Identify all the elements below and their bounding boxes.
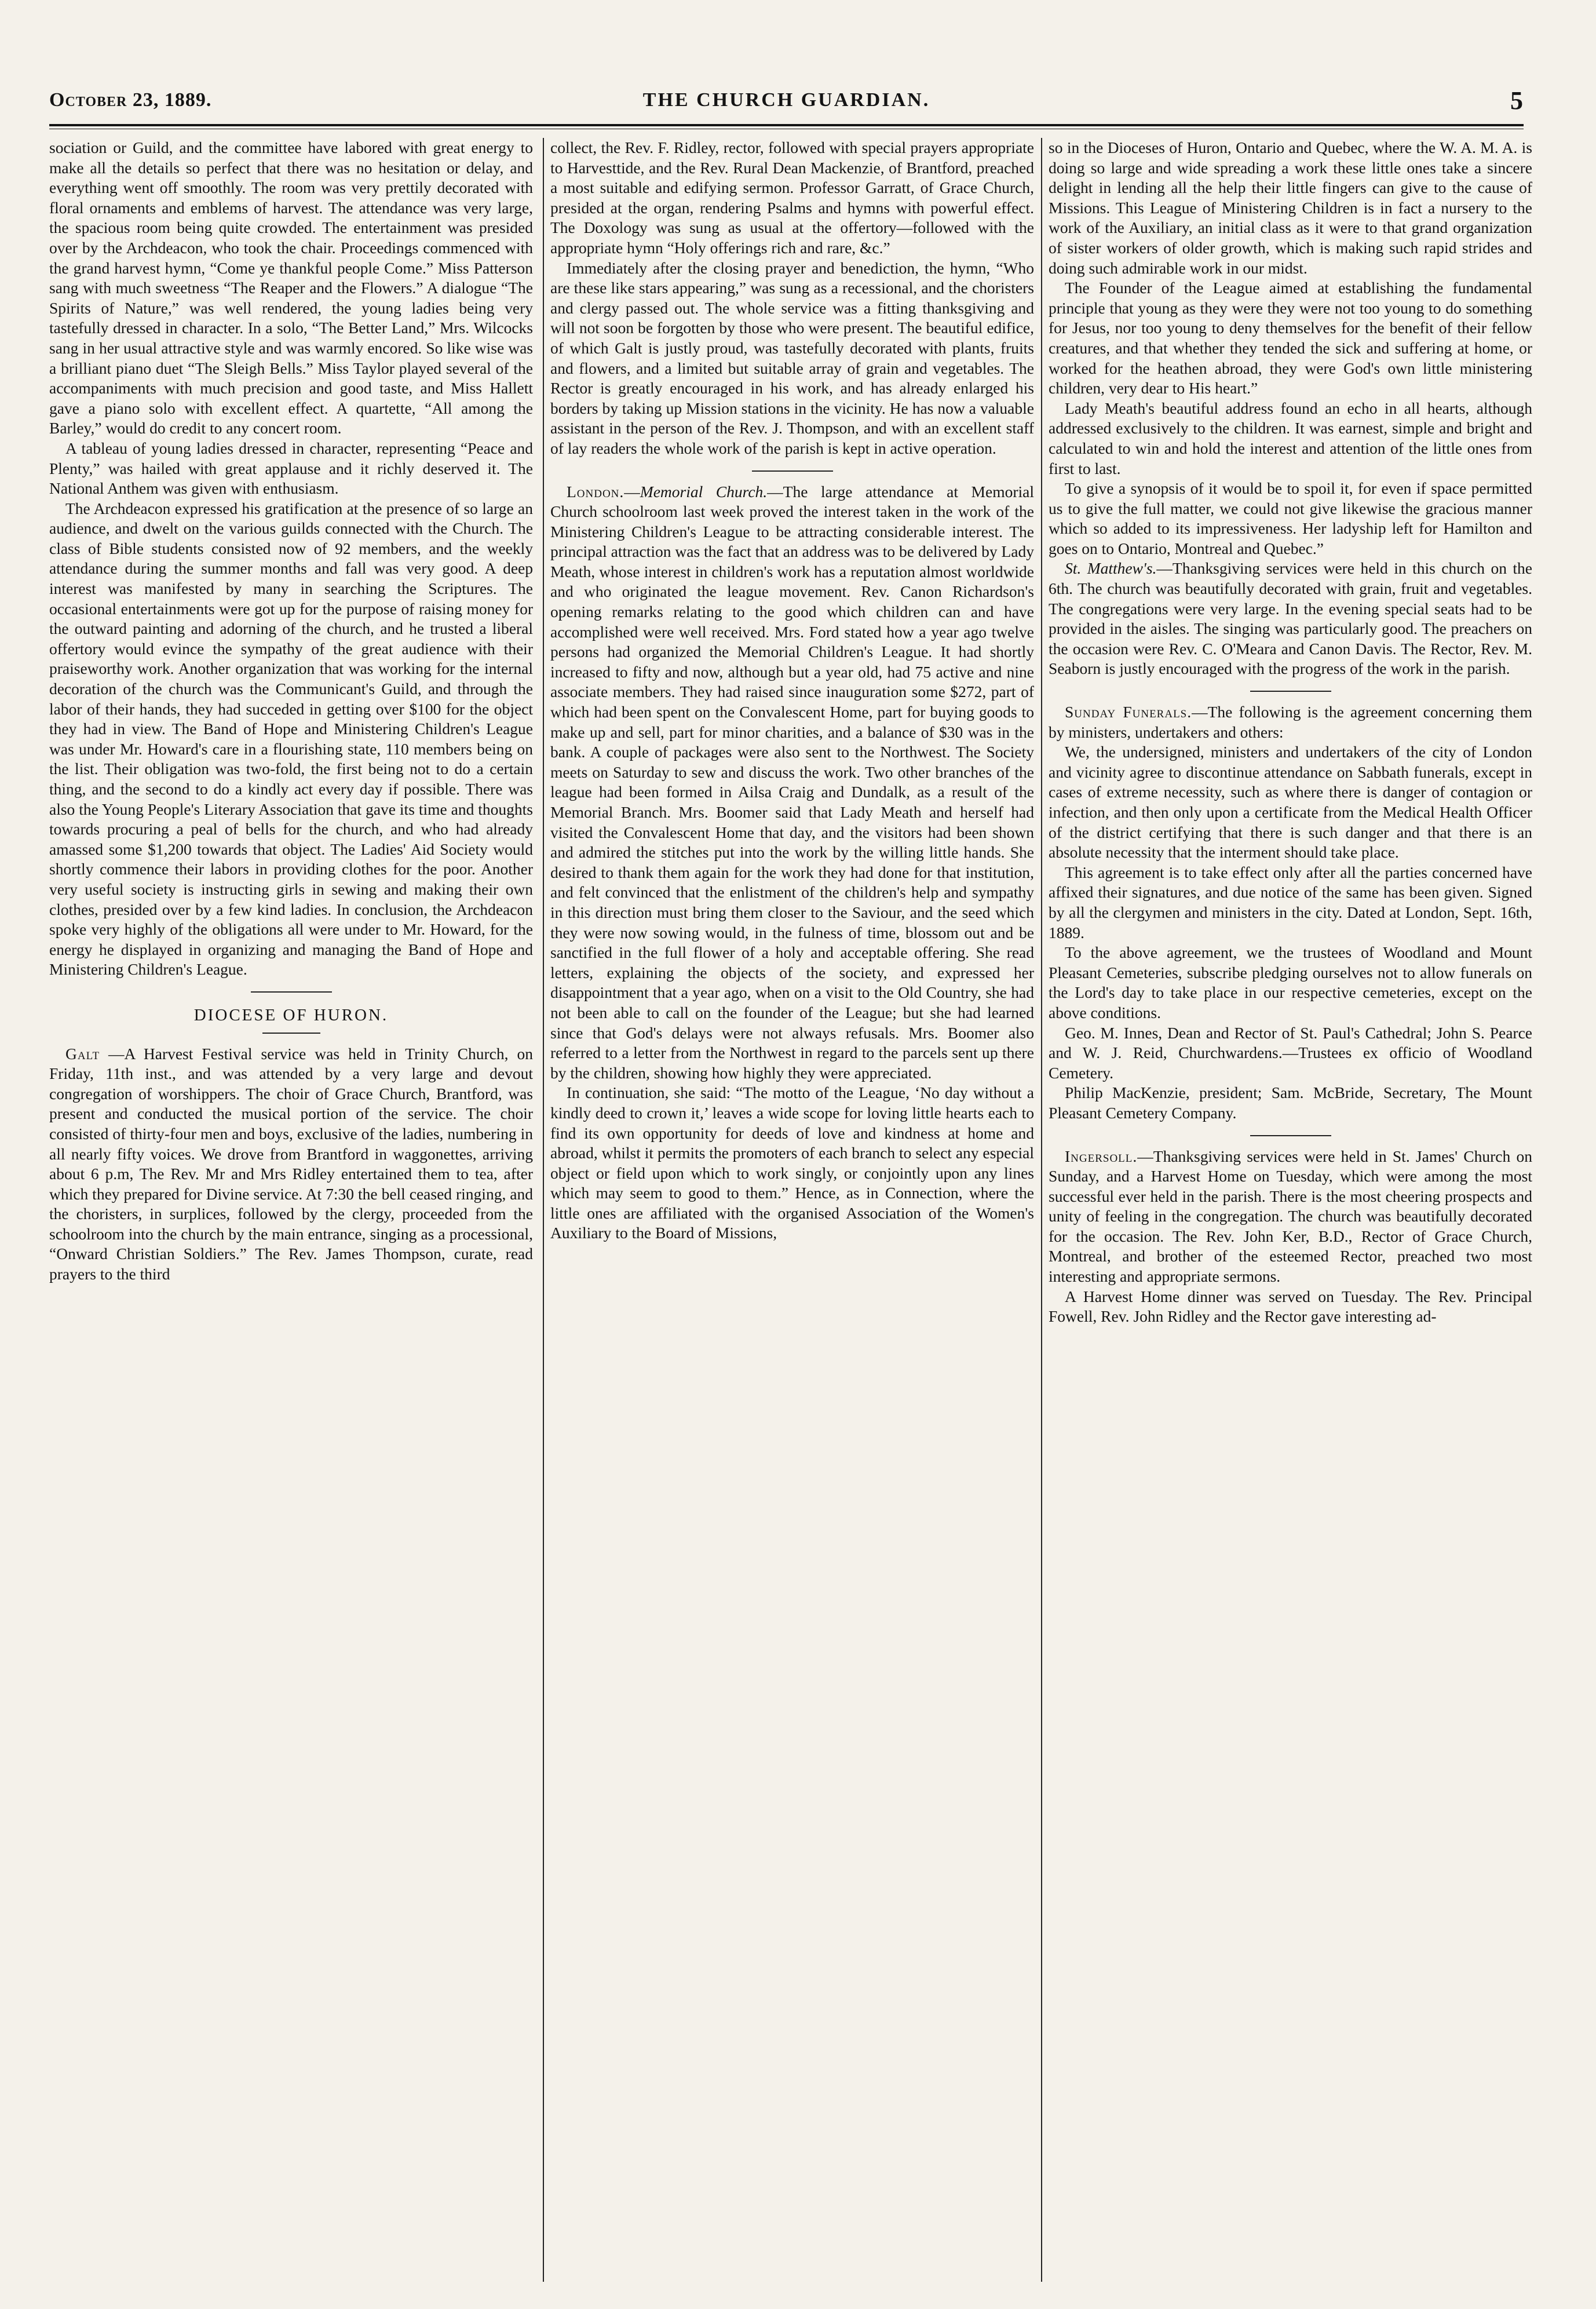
article-paragraph: collect, the Rev. F. Ridley, rector, followed with special prayers appropriate to Harvesttide, and the Rev. Rural Dean Mackenzie, of Brantford, preached a most suitable and edifying sermon. Professor Garratt, of Grace Church, presided at the organ, rendering Psalms and hymns with powerful effect. The Doxology was sung as usual at the offertory—followed with the appropriate hymn “Holy offerings rich and rare, &c.”: [550, 138, 1034, 257]
article-paragraph: This agreement is to take effect only after all the parties concerned have affixed their signatures, and due notice of the same has been given. Signed by all the clergymen and ministers in the city. Dated at London, Sept. 16th, 1889.: [1049, 863, 1532, 942]
header-rule: [49, 124, 1524, 126]
column-divider: [1041, 138, 1042, 2282]
article-paragraph: [1049, 1147, 1532, 1287]
article-paragraph: sociation or Guild, and the committee have labored with great energy to make all the details so perfect that there was no hesitation or delay, and everything went off smoothly. The room was very prettily decorated with floral ornaments and emblems of harvest. The attendance was very large, the spacious room being quite crowded. The entertainment was presided over by the Archdeacon, who took the chair. Proceedings commenced with the grand harvest hymn, “Come ye thankful people Come.” Miss Patterson sang with much sweetness “The Reaper and the Flowers.” A dialogue “The Spirits of Nature,” was well rendered, the young ladies being very tastefully dressed in character. In a solo, “The Better Land,” Mrs. Wilcocks sang in her usual attractive style and was warmly encored. So like wise was a brilliant piano duet “The Sleigh Bells.” Miss Taylor played several of the accompaniments with much precision and good taste, and Miss Hallett gave a piano solo with excellent effect. A quartette, “All among the Barley,” would do credit to any concert room.: [49, 138, 533, 437]
place-lead: Sunday Funerals.: [1065, 703, 1192, 721]
place-lead: London.: [567, 482, 624, 501]
article-subhead: Memorial Church.: [640, 482, 768, 501]
place-lead: St. Matthew's.: [1065, 559, 1157, 578]
article-separator: [1250, 691, 1331, 692]
article-paragraph: Immediately after the closing prayer and benediction, the hymn, “Who are these like stars appearing,” was sung as a recessional, and the choristers and clergy passed out. The whole service was a fitting thanksgiving and will not soon be forgotten by those who were present. The beautiful edifice, of which Galt is justly proud, was tastefully decorated with plants, fruits and flowers, and a limited but suitable array of grain and vegetables. The Rector is greatly encouraged in his work, and has already enlarged his borders by taking up Mission stations in the vicinity. He has now a valuable assistant in the person of the Rev. J. Thompson, and with an excellent staff of lay readers the whole work of the parish is kept in active operation.: [550, 258, 1034, 457]
paragraph-text: —The following is the agreement concerning them by ministers, undertakers and others:: [1049, 703, 1532, 741]
page-header: [49, 86, 1524, 121]
article-separator: [752, 470, 833, 472]
paragraph-text: —Thanksgiving services were held in St. James' Church on Sunday, and a Harvest Home on Tuesday, which were among the most successful ever held in the parish. There is the most cheering prospects and unity of feeling in the congregation. The church was beautifully decorated for the occasion. The Rev. John Ker, B.D., Rector of Grace Church, Montreal, and brother of the esteemed Rector, preached two most interesting and appropriate sermons.: [1049, 1147, 1532, 1286]
section-rule: [251, 991, 332, 993]
article-paragraph: To give a synopsis of it would be to spoil it, for even if space permitted us to give the full matter, we could not give likewise the gracious manner which so added to its impressiveness. Her ladyship left for Hamilton and goes on to Ontario, Montreal and Quebec.”: [1049, 479, 1532, 557]
place-lead: Galt: [65, 1044, 100, 1063]
paragraph-text: —Thanksgiving services were held in this church on the 6th. The church was beautifully decorated with grain, fruit and vegetables. The congregations were very large. In the evening special seats had to be provided in the aisles. The singing was particularly good. The preachers on the occasion were Rev. C. O'Meara and Canon Davis. The Rector, Rev. M. Seaborn is justly encouraged with the progress of the work in the parish.: [1049, 559, 1532, 678]
place-lead: Ingersoll.: [1065, 1147, 1138, 1165]
article-paragraph: To the above agreement, we the trustees of Woodland and Mount Pleasant Cemeteries, subscribe pledging ourselves not to allow funerals on the Lord's day to take place in our respective cemeteries, except on the above conditions.: [1049, 943, 1532, 1022]
section-rule: [262, 1033, 320, 1034]
column-3: [1049, 138, 1532, 2282]
column-divider: [543, 138, 544, 2282]
paragraph-text: —The large attendance at Memorial Church schoolroom last week proved the interest taken in the work of the Ministering Children's League to be attracting considerable interest. The principal attraction was the fact that an address was to be delivered by Lady Meath, whose interest in children's work has a reputation almost worldwide and who originated the league movement. Rev. Canon Richardson's opening remarks relating to the good which children can and have accomplished were well received. Mrs. Ford stated how a year ago twelve persons had organized the Memorial Children's League. It had shortly increased to fifty and now, although but a year old, had 75 active and nine associate members. They had raised since inauguration some $272, part of which had been spent on the Convalescent Home, part for buying goods to make up and sell, part for minor charities, and a balance of $30 was in the bank. A couple of packages were also sent to the Northwest. The Society meets on Saturday to sew and discuss the work. Two other branches of the league had been formed in Ailsa Craig and Dundalk, as a result of the Memorial Branch. Mrs. Boomer said that Lady Meath and herself had visited the Convalescent Home that day, and the visitors had been shown and admired the stitches put into the work by the willing little hands. She desired to thank them again for the work they had done for that institution, and felt convinced that the enlistment of the children's help and sympathy in this direction must bring them closer to the Saviour, and the seed which they were now sowing would, in the fulness of time, blossom out and be sanctified in the full flower of a holy and acceptable offering. She read letters, explaining the objects of the society, and expressed her disappointment that a year ago, when on a visit to the Old Country, she had not been able to call on the founder of the League; but she had learned since that God's delays were not always refusals. Mrs. Boomer also referred to a letter from the Northwest in regard to the parcels sent up there by the children, showing how highly they were appreciated.: [550, 482, 1034, 1082]
section-heading: DIOCESE OF HURON.: [193, 1005, 389, 1024]
article-paragraph: We, the undersigned, ministers and undertakers of the city of London and vicinity agree to discontinue attendance on Sabbath funerals, except in cases of extreme necessity, such as where there is danger of contagion or infection, and then only upon a certificate from the Medical Health Officer of the district certifying that there is such danger and that there is an absolute necessity that the interment should take place.: [1049, 743, 1532, 862]
article-paragraph: London.—Memorial Church.—The large attendance at Memorial Church schoolroom last week proved the interest taken in the work of the Ministering Children's League to be attracting considerable interest. The principal attraction was the fact that an address was to be delivered by Lady Meath, whose interest in children's work has a reputation almost worldwide and who originated the league movement. Rev. Canon Richardson's opening remarks relating to the good which children can and have accomplished were well received. Mrs. Ford stated how a year ago twelve persons had organized the Memorial Children's League. It had shortly increased to fifty and now, although but a year old, had 75 active and nine associate members. They had raised since inauguration some $272, part of which had been spent on the Convalescent Home, part for buying goods to make up and sell, part for minor charities, and a balance of $30 was in the bank. A couple of packages were also sent to the Northwest. The Society meets on Saturday to sew and discuss the work. Two other branches of the league had been formed in Ailsa Craig and Dundalk, as a result of the Memorial Branch. Mrs. Boomer said that Lady Meath and herself had visited the Convalescent Home that day, and the visitors had been shown and admired the stitches put into the work by the willing little hands. She desired to thank them again for the work they had done for that institution, and felt convinced that the enlistment of the children's help and sympathy in this direction must bring them closer to the Saviour, and the seed which they were now sowing would, in the fulness of time, blossom out and be sanctified in the full flower of a holy and acceptable offering. She read letters, explaining the objects of the society, and expressed her disappointment that a year ago, when on a visit to the Old Country, she had not been able to call on the founder of the League; but she had learned since that God's delays were not always refusals. Mrs. Boomer also referred to a letter from the Northwest in regard to the parcels sent up there by the children, showing how highly they were appreciated.: [550, 482, 1034, 1082]
article-paragraph: Geo. M. Innes, Dean and Rector of St. Paul's Cathedral; John S. Pearce and W. J. Reid, Churchwardens.—Trustees ex officio of Woodland Cemetery.: [1049, 1023, 1532, 1082]
article-paragraph: Lady Meath's beautiful address found an echo in all hearts, although addressed exclusively to the children. It was earnest, simple and bright and calculated to win and hold the interest and attention of the little ones from first to last.: [1049, 399, 1532, 477]
article-paragraph: In continuation, she said: “The motto of the League, ‘No day without a kindly deed to crown it,’ leaves a wide scope for loving little hearts each to find its own opportunity for deeds of love and kindness at home and abroad, whilst it permits the promoters of each branch to select any especial object or field upon which to work singly, or conjointly upon any lines which may seem to good to them.” Hence, as in Connection, where the little ones are affiliated with the organised Association of the Women's Auxiliary to the Board of Missions,: [550, 1084, 1034, 1242]
page-number: 5: [1510, 86, 1524, 115]
article-paragraph: [1049, 559, 1532, 679]
article-paragraph: The Founder of the League aimed at establishing the fundamental principle that young as they were they were not too young to do something for Jesus, nor too young to deny themselves for the benefit of their fellow creatures, and that whether they tended the sick and suffering at home, or worked for the heathen abroad, they were God's own little ministering children, very dear to His heart.”: [1049, 279, 1532, 397]
article-paragraph: [49, 1044, 533, 1285]
issue-date: October 23, 1889.: [49, 89, 212, 111]
article-paragraph: The Archdeacon expressed his gratification at the presence of so large an audience, and dwelt on the various guilds connected with the Church. The class of Bible students consisted now of 92 members, and the weekly attendance during the summer months and fall was very good. A deep interest was manifested by many in searching the Scriptures. The occasional entertainments were got up for the purpose of raising money for the outward painting and adorning of the church, and he trusted a liberal offertory would evince the sympathy of the great audience with their praiseworthy work. Another organization that was working for the internal decoration of the church was the Communicant's Guild, and through the labor of their hands, they had succeded in getting over $100 for the object they had in view. The Band of Hope and Ministering Children's League was under Mr. Howard's care in a flourishing state, 110 members being on the list. Their obligation was two-fold, the first being not to do a certain thing, and the second to do a kindly act every day if possible. There was also the Young People's Literary Association that gave its time and thoughts towards procuring a peal of bells for the church, and who had already amassed some $1,200 towards that object. The Ladies' Aid Society would shortly commence their labors in providing clothes for the poor. Another very useful society is instructing girls in sewing and making their own clothes, presided over by a few kind ladies. In conclusion, the Archdeacon spoke very highly of the obligations all were under to Mr. Howard, for the energy he displayed in organizing and managing the Band of Hope and Ministering Children's League.: [49, 499, 533, 979]
article-paragraph: A tableau of young ladies dressed in character, representing “Peace and Plenty,” was hailed with great applause and it richly deserved it. The National Anthem was given with enthusiasm.: [49, 439, 533, 498]
article-paragraph: so in the Dioceses of Huron, Ontario and Quebec, where the W. A. M. A. is doing so large and wide spreading a work these little ones take a sincere delight in lending all the help their little fingers can give to the cause of Missions. This League of Ministering Children is in fact a nursery to the work of the Auxiliary, an initial class as it were to that grand organization of sister workers of older growth, which is making such rapid strides and doing such admirable work in our midst.: [1049, 138, 1532, 277]
publication-title: THE CHURCH GUARDIAN.: [642, 89, 930, 111]
article-paragraph: [1049, 702, 1532, 742]
column-1: [49, 138, 533, 2282]
article-separator: [1250, 1135, 1331, 1136]
column-2: [550, 138, 1034, 2282]
article-paragraph: Philip MacKenzie, president; Sam. McBride, Secretary, The Mount Pleasant Cemetery Company.: [1049, 1084, 1532, 1122]
article-paragraph: A Harvest Home dinner was served on Tuesday. The Rev. Principal Fowell, Rev. John Ridley and the Rector gave interesting ad-: [1049, 1287, 1532, 1326]
paragraph-text: —A Harvest Festival service was held in Trinity Church, on Friday, 11th inst., and was attended by a very large and devout congregation of worshippers. The choir of Grace Church, Brantford, was present and conducted the musical portion of the service. The choir consisted of thirty-four men and boys, exclusive of the ladies, numbering in all nearly fifty voices. We drove from Brantford in waggonettes, arriving about 6 p.m, The Rev. Mr and Mrs Ridley entertained them to tea, after which they prepared for Divine service. At 7:30 the bell ceased ringing, and the choristers, in surplices, followed by the clergy, proceeded from the schoolroom into the church by the main entrance, singing as a processional, “Onward Christian Soldiers.” The Rev. James Thompson, curate, read prayers to the third: [49, 1044, 533, 1283]
